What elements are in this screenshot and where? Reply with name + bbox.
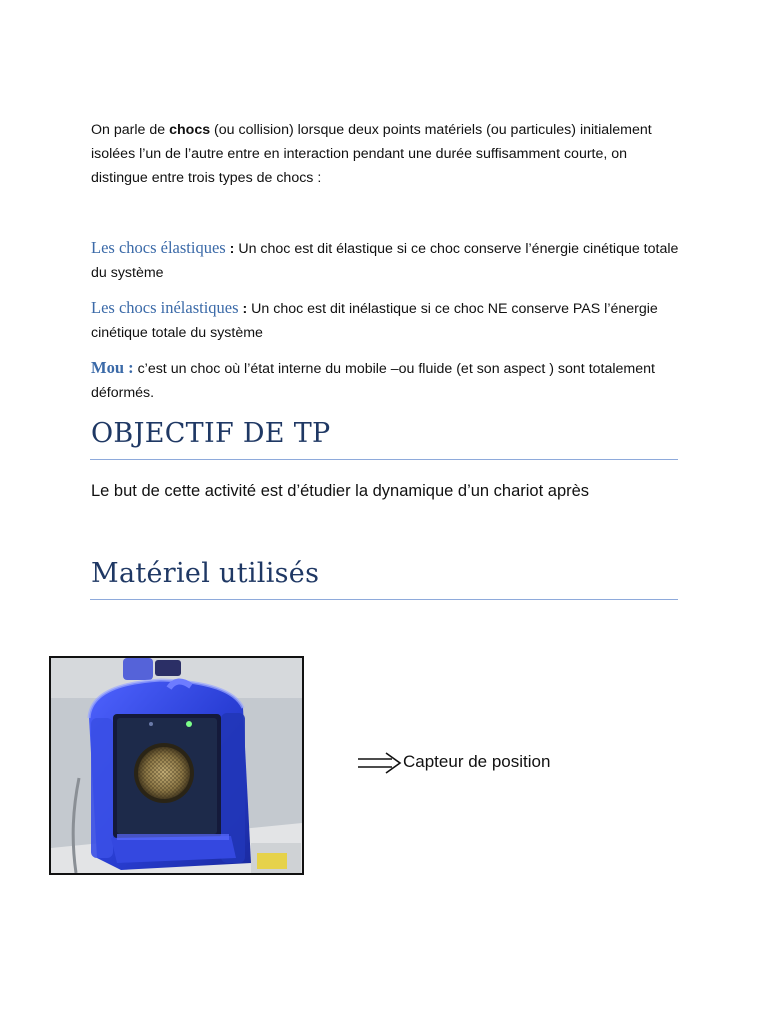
- heading-underline: [90, 599, 678, 600]
- objectif-text: Le but de cette activité est d’étudier la dynamique d’un chariot après: [91, 482, 590, 500]
- definition-colon: :: [238, 301, 252, 317]
- definition-inelastic: [91, 296, 691, 345]
- definition-text: Un choc est dit élastique si ce choc conserve l’énergie cinétique totale du système: [91, 241, 679, 281]
- definition-elastic: [91, 236, 691, 285]
- definition-text: c’est un choc où l’état interne du mobile –ou fluide (et son aspect ) sont totalement déformés.: [91, 361, 655, 401]
- double-right-arrow-icon: [358, 752, 402, 774]
- definition-text: Un choc est dit inélastique si ce choc NE conserve PAS l’énergie cinétique totale du système: [91, 301, 658, 341]
- intro-bold-term: chocs: [169, 122, 211, 138]
- heading-underline: [90, 459, 678, 460]
- definition-colon: :: [225, 241, 239, 257]
- intro-lead: On parle de: [91, 122, 170, 138]
- definition-mou: [91, 356, 691, 405]
- position-sensor-illustration: [51, 658, 302, 873]
- sensor-photo: [49, 656, 304, 875]
- definition-term: Les chocs élastiques: [91, 238, 226, 257]
- heading-objectif: OBJECTIF DE TP: [91, 418, 331, 449]
- definition-term: Les chocs inélastiques: [91, 298, 239, 317]
- caption-text: Capteur de position: [403, 752, 551, 771]
- definition-term: Mou :: [91, 358, 134, 377]
- sensor-caption: [358, 750, 550, 774]
- intro-paragraph: [91, 118, 681, 190]
- intro-rest: (ou collision) lorsque deux points matériels (ou particules) initialement isolées l’un de l’autre entre en interaction pendant une durée suffisamment courte, on distingue entre trois types de chocs :: [91, 122, 652, 186]
- heading-materiel: Matériel utilisés: [91, 558, 320, 589]
